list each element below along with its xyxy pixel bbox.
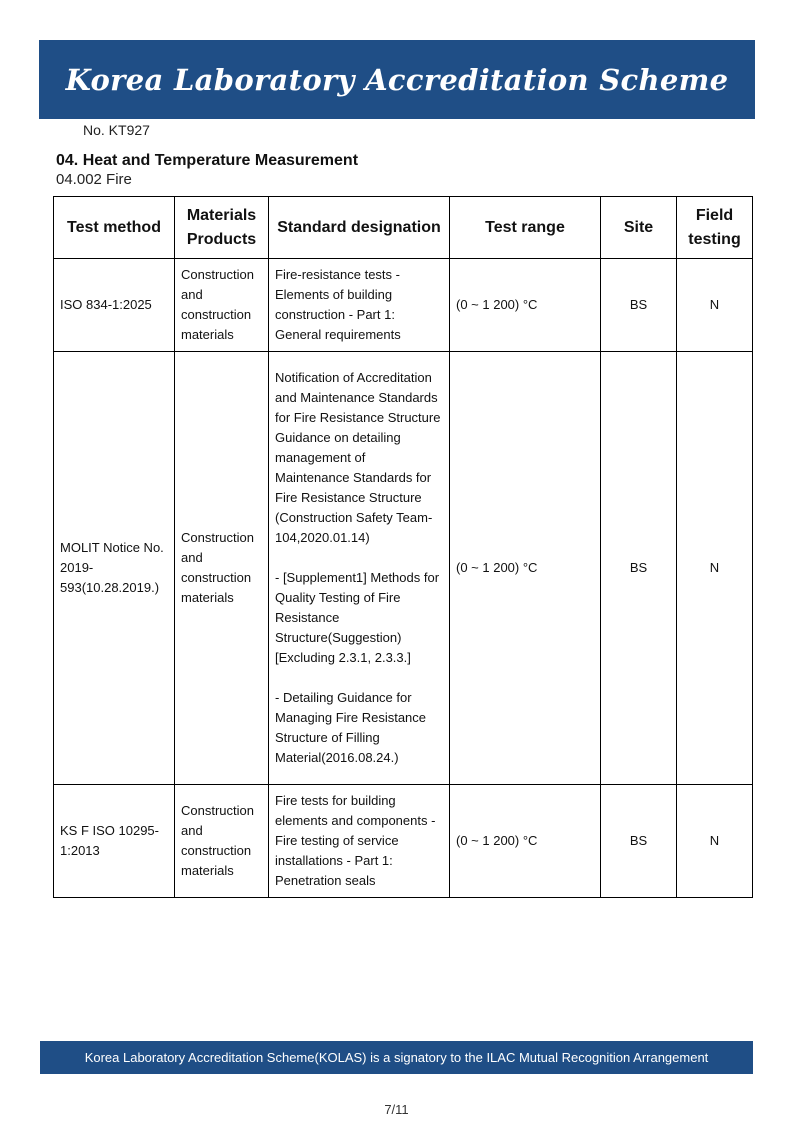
standard-line: - Detailing Guidance for Managing Fire Resistance Structure of Filling Material(2016.08.24.) — [275, 690, 427, 765]
table-row — [54, 259, 753, 352]
cell-test-method: MOLIT Notice No. 2019-593(10.28.2019.) — [54, 352, 175, 785]
section-subtitle: 04.002 Fire — [56, 171, 132, 188]
header-field-testing — [677, 197, 753, 259]
cell-standard — [269, 352, 450, 785]
table-row — [54, 352, 753, 785]
cell-standard — [269, 259, 450, 352]
cell-site: BS — [601, 259, 677, 352]
header-site: Site — [601, 197, 677, 259]
cell-site: BS — [601, 352, 677, 785]
cell-test-method: ISO 834-1:2025 — [54, 259, 175, 352]
cell-test-method: KS F ISO 10295-1:2013 — [54, 785, 175, 898]
cell-site: BS — [601, 785, 677, 898]
accreditation-table — [53, 196, 753, 898]
standard-line — [275, 668, 443, 688]
header-materials-products-label: Materials Products — [186, 206, 257, 248]
table-header-row — [54, 197, 753, 259]
header-title: Korea Laboratory Accreditation Scheme — [65, 62, 729, 97]
cell-test-range: (0 ~ 1 200) °C — [450, 259, 601, 352]
cell-field-testing: N — [677, 352, 753, 785]
section-title: 04. Heat and Temperature Measurement — [56, 152, 359, 169]
standard-line: Guidance on detailing management of Maintenance Standards for Fire Resistance Structure (Construction Safety Team-104,2020.01.14) — [275, 430, 433, 545]
footer-banner — [40, 1041, 753, 1074]
certificate-number: No. KT927 — [83, 122, 150, 138]
header-standard-designation: Standard designation — [269, 197, 450, 259]
header-field-testing-label: Field testing — [688, 206, 741, 248]
header-test-method: Test method — [54, 197, 175, 259]
standard-line — [275, 548, 443, 568]
cell-materials: Construction and construction materials — [175, 352, 269, 785]
page-number: 7/11 — [384, 1102, 409, 1117]
header-test-range: Test range — [450, 197, 601, 259]
cell-standard — [269, 785, 450, 898]
standard-line: Fire tests for building elements and components - Fire testing of service installations - Part 1: Penetration seals — [275, 793, 436, 888]
cell-field-testing: N — [677, 785, 753, 898]
cell-materials: Construction and construction materials — [175, 785, 269, 898]
standard-line: - [Supplement1] Methods for Quality Testing of Fire Resistance Structure(Suggestion) [Excluding 2.3.1, 2.3.3.] — [275, 570, 440, 665]
header-banner — [39, 40, 755, 119]
cell-test-range: (0 ~ 1 200) °C — [450, 785, 601, 898]
standard-line: Fire-resistance tests - Elements of building construction - Part 1: General requirements — [275, 267, 401, 342]
standard-line: Notification of Accreditation and Maintenance Standards for Fire Resistance Structure — [275, 370, 441, 425]
cell-field-testing: N — [677, 259, 753, 352]
table-row — [54, 785, 753, 898]
header-materials-products — [175, 197, 269, 259]
footer-text: Korea Laboratory Accreditation Scheme(KOLAS) is a signatory to the ILAC Mutual Recognition Arrangement — [84, 1050, 709, 1065]
cell-test-range: (0 ~ 1 200) °C — [450, 352, 601, 785]
cell-materials: Construction and construction materials — [175, 259, 269, 352]
